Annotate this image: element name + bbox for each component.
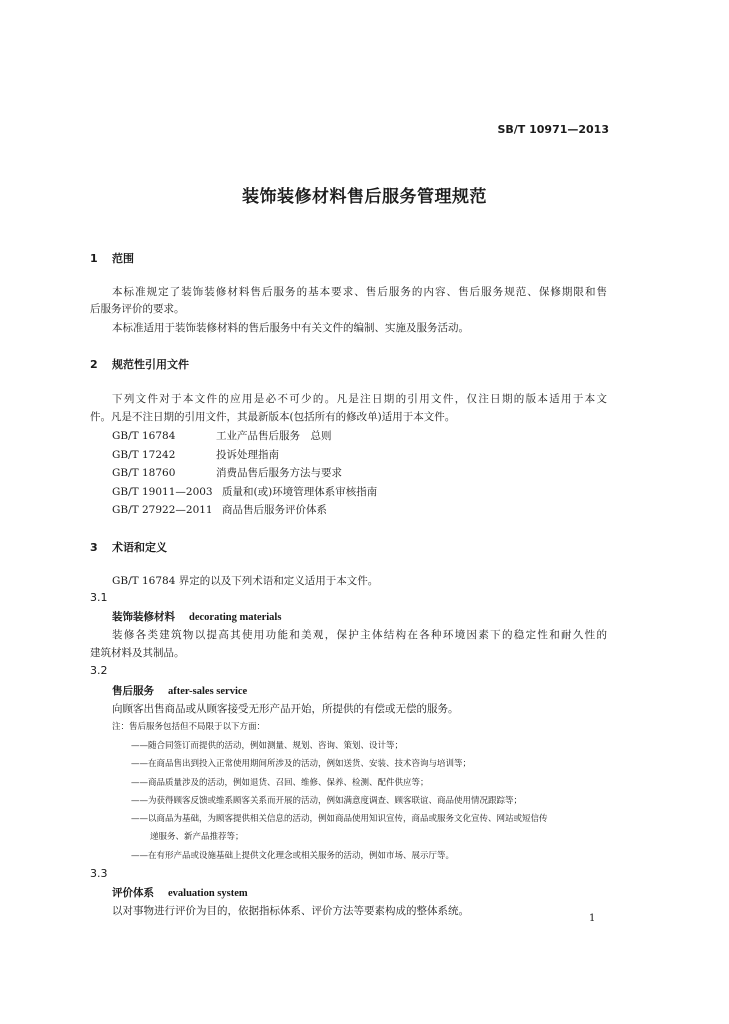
section-title: 术语和定义 [112,541,167,554]
scope-para-1-line-2: 后服务评价的要求。 [90,303,185,315]
section-2-heading [90,356,189,372]
term-definition: 向顾客出售商品或从顾客接受无形产品开始，所提供的有偿或无偿的服务。 [112,703,459,715]
section-1-heading [90,250,134,266]
term-heading [112,885,248,900]
section-title: 规范性引用文件 [112,358,189,371]
term-definition-line-2: 建筑材料及其制品。 [90,647,185,659]
note-item-continued: 递服务、新产品推荐等； [150,832,244,842]
term-number: 3.3 [90,867,108,880]
term-en: decorating materials [189,612,282,623]
normative-intro-line-2: 件。凡是不注日期的引用文件，其最新版本(包括所有的修改单)适用于本文件。 [90,411,456,423]
page-number: 1 [589,913,596,924]
term-en: after-sales service [168,686,248,697]
note-item: ——为获得顾客反馈或维系顾客关系而开展的活动，例如满意度调查、顾客联谊、商品使用情况跟踪等； [131,796,523,806]
normative-intro-line-1: 下列文件对于本文件的应用是必不可少的。凡是注日期的引用文件，仅注日期的版本适用于本文 [112,393,607,405]
reference-code: GB/T 16784 [112,430,176,442]
term-cn: 评价体系 [112,887,154,899]
reference-name: 质量和(或)环境管理体系审核指南 [222,486,378,498]
reference-item [112,428,332,443]
term-heading [112,609,281,624]
reference-name: 投诉处理指南 [216,449,279,461]
reference-item [112,502,327,517]
reference-name: 商品售后服务评价体系 [222,504,327,516]
section-title: 范围 [112,252,134,265]
reference-item [112,447,279,462]
reference-code: GB/T 27922—2011 [112,504,213,516]
reference-code: GB/T 17242 [112,449,176,461]
scope-para-1-line-1: 本标准规定了装饰装修材料售后服务的基本要求、售后服务的内容、售后服务规范、保修期限和售 [112,286,607,298]
reference-code: GB/T 19011—2003 [112,486,213,498]
note-item: ——在商品售出到投入正常使用期间所涉及的活动，例如送货、安装、技术咨询与培训等； [131,759,472,769]
terms-intro: GB/T 16784 界定的以及下列术语和定义适用于本文件。 [112,575,379,587]
section-number: 3 [90,541,98,554]
standard-code: SB/T 10971—2013 [497,123,609,136]
term-cn: 售后服务 [112,685,154,697]
term-definition: 以对事物进行评价为目的，依据指标体系、评价方法等要素构成的整体系统。 [112,905,469,917]
note-item: ——随合同签订而提供的活动，例如测量、规划、咨询、策划、设计等； [131,741,404,751]
term-en: evaluation system [168,888,248,899]
scope-para-2: 本标准适用于装饰装修材料的售后服务中有关文件的编制、实施及服务活动。 [112,322,469,334]
reference-item [112,465,342,480]
term-number: 3.1 [90,591,108,604]
note-item: ——商品质量涉及的活动，例如退货、召回、维修、保养、检测、配件供应等； [131,778,429,788]
term-heading [112,683,247,698]
section-number: 2 [90,358,98,371]
term-number: 3.2 [90,664,108,677]
note-item: ——在有形产品或设施基础上提供文化理念或相关服务的活动，例如市场、展示厅等。 [131,851,455,861]
reference-name: 工业产品售后服务 总则 [216,430,332,442]
reference-item [112,484,377,499]
note-label: 注：售后服务包括但不局限于以下方面： [112,722,266,732]
reference-code: GB/T 18760 [112,467,176,479]
reference-name: 消费品售后服务方法与要求 [216,467,342,479]
term-definition-line-1: 装修各类建筑物以提高其使用功能和美观，保护主体结构在各种环境因素下的稳定性和耐久性的 [112,629,607,641]
document-title: 装饰装修材料售后服务管理规范 [242,187,487,207]
note-item: ——以商品为基础，为顾客提供相关信息的活动，例如商品使用知识宣传，商品或服务文化宣传、网站或短信传 [131,814,548,824]
term-cn: 装饰装修材料 [112,611,175,623]
section-number: 1 [90,252,98,265]
section-3-heading [90,539,167,555]
